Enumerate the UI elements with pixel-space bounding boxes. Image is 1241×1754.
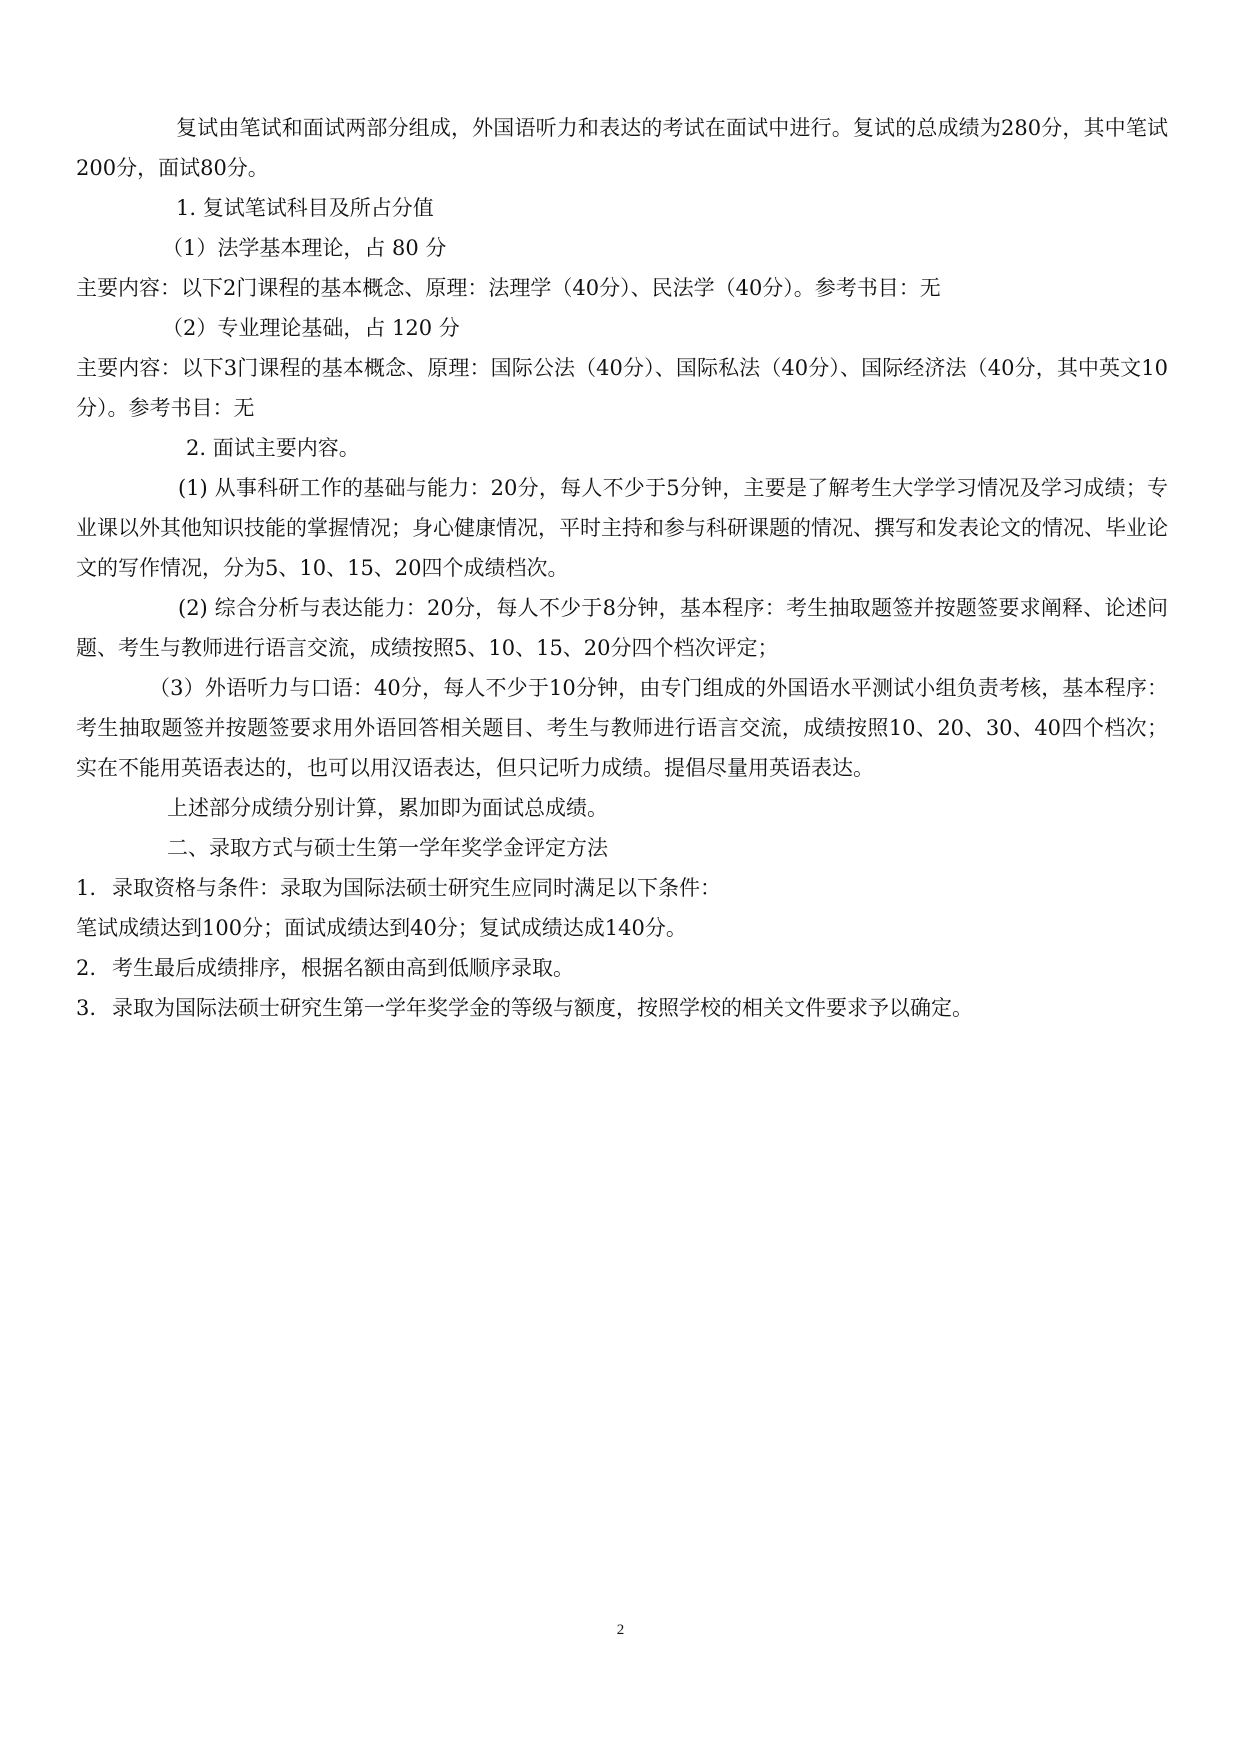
section1-item1-content: 主要内容：以下2门课程的基本概念、原理：法理学（40分）、民法学（40分）。参考书目：无 xyxy=(76,276,941,300)
admission-item-3-number: 3. xyxy=(76,996,97,1020)
document-body xyxy=(76,108,1168,1028)
admission-item-1 xyxy=(76,868,1168,908)
admission-item-1-number: 1. xyxy=(76,876,97,900)
section2-item1: (1) 从事科研工作的基础与能力：20分，每人不少于5分钟，主要是了解考生大学学习情况及学习成绩；专业课以外其他知识技能的掌握情况；身心健康情况，平时主持和参与科研课题的情况、撰写和发表论文的情况、毕业论文的写作情况，分为5、10、15、20四个成绩档次。 xyxy=(76,476,1168,580)
section2-summary: 上述部分成绩分别计算，累加即为面试总成绩。 xyxy=(167,796,608,820)
section1-item2-title: （2）专业理论基础，占 120 分 xyxy=(162,316,460,340)
admission-item-2-text: 考生最后成绩排序，根据名额由高到低顺序录取。 xyxy=(112,956,574,980)
admission-item-1-continuation: 笔试成绩达到100分；面试成绩达到40分；复试成绩达成140分。 xyxy=(76,916,687,940)
admission-item-2 xyxy=(76,948,1168,988)
section2-item3: （3）外语听力与口语：40分，每人不少于10分钟，由专门组成的外国语水平测试小组负责考核，基本程序：考生抽取题签并按题签要求用外语回答相关题目、考生与教师进行语言交流，成绩按照10、20、30、40四个档次；实在不能用英语表达的，也可以用汉语表达，但只记听力成绩。提倡尽量用英语表达。 xyxy=(76,676,1168,780)
admission-item-1-text: 录取资格与条件：录取为国际法硕士研究生应同时满足以下条件： xyxy=(112,876,721,900)
section2-heading: 2. 面试主要内容。 xyxy=(186,436,360,460)
section2-item2: (2) 综合分析与表达能力：20分，每人不少于8分钟，基本程序：考生抽取题签并按题签要求阐释、论述问题、考生与教师进行语言交流，成绩按照5、10、15、20分四个档次评定； xyxy=(76,596,1168,660)
section1-item1-title: （1）法学基本理论，占 80 分 xyxy=(162,236,447,260)
admission-item-3 xyxy=(76,988,1168,1028)
admission-item-2-number: 2. xyxy=(76,956,97,980)
part2-heading: 二、录取方式与硕士生第一学年奖学金评定方法 xyxy=(167,836,608,860)
section1-heading: 1. 复试笔试科目及所占分值 xyxy=(176,196,434,220)
admission-item-3-text: 录取为国际法硕士研究生第一学年奖学金的等级与额度，按照学校的相关文件要求予以确定。 xyxy=(112,996,973,1020)
page-number: 2 xyxy=(616,1622,625,1638)
section1-item2-content: 主要内容：以下3门课程的基本概念、原理：国际公法（40分）、国际私法（40分）、国际经济法（40分，其中英文10分）。参考书目：无 xyxy=(76,356,1168,420)
intro-paragraph: 复试由笔试和面试两部分组成，外国语听力和表达的考试在面试中进行。复试的总成绩为280分，其中笔试200分，面试80分。 xyxy=(76,116,1168,180)
